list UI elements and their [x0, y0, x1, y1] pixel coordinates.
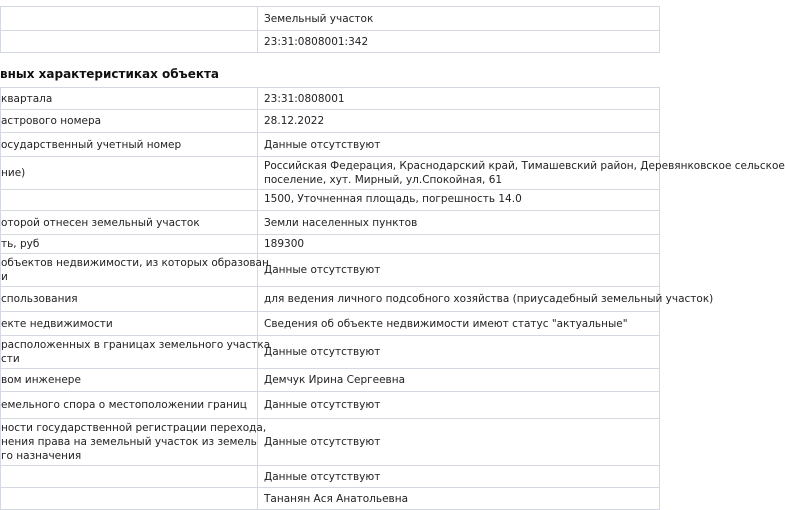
row-label — [1, 190, 258, 211]
row-value-line: Тананян Ася Анатольевна — [264, 492, 409, 505]
row-label-line: емельного спора о местоположении границ — [1, 399, 247, 411]
row-label-line: осударственный учетный номер — [1, 138, 182, 151]
object-summary-table — [0, 6, 660, 53]
row-value — [258, 369, 660, 392]
characteristics-table — [0, 87, 785, 510]
row-value — [258, 157, 785, 190]
row-value-line: Демчук Ирина Сергеевна — [264, 374, 406, 386]
table-row — [1, 488, 660, 510]
row-label — [1, 157, 258, 190]
row-label — [1, 211, 258, 235]
row-value — [258, 488, 660, 510]
row-value — [258, 419, 660, 466]
row-label-line: екте недвижимости — [1, 317, 113, 330]
row-value — [258, 235, 660, 254]
table-row — [1, 7, 660, 31]
row-value-line: 1500, Уточненная площадь, погрешность 14.0 — [264, 193, 522, 205]
object-type-value: Земельный участок — [258, 7, 660, 31]
row-label-line: и — [1, 271, 8, 283]
row-label-line: объектов недвижимости, из которых образован — [1, 257, 269, 269]
cadastral-number-value: 23:31:0808001:342 — [258, 31, 660, 53]
row-label-line: го назначения — [1, 450, 82, 462]
table-row — [1, 190, 660, 211]
table-row — [1, 369, 660, 392]
table-row — [1, 312, 660, 336]
table-row — [1, 392, 660, 419]
row-label — [1, 88, 258, 110]
row-label — [1, 419, 267, 466]
row-label — [1, 312, 258, 336]
row-label-line: квартала — [1, 92, 53, 105]
row-value — [258, 312, 660, 336]
table-row — [1, 466, 660, 488]
row-label-line: ности государственной регистрации перехода, — [1, 422, 267, 434]
row-value-line: Данные отсутствуют — [264, 264, 381, 276]
row-value — [258, 190, 660, 211]
table-row — [1, 110, 660, 133]
row-value-line: для ведения личного подсобного хозяйства (приусадебный земельный участок) — [264, 293, 714, 305]
section-title: вных характеристиках объекта — [0, 67, 220, 81]
row-label — [1, 369, 258, 392]
row-label — [1, 287, 258, 312]
row-value-line: Данные отсутствуют — [264, 470, 381, 483]
row-value — [258, 287, 714, 312]
row-value — [258, 254, 660, 287]
row-value-line: Земли населенных пунктов — [264, 216, 418, 229]
row-label — [1, 466, 258, 488]
table-row — [1, 157, 660, 190]
row-label — [1, 254, 269, 287]
row-label-line: ть, руб — [1, 238, 40, 250]
row-label-line: расположенных в границах земельного участка — [1, 339, 271, 351]
table-row — [1, 133, 660, 157]
row-value-line: Сведения об объекте недвижимости имеют статус "актуальные" — [264, 317, 628, 330]
row-value-line: 189300 — [264, 238, 305, 250]
table-row — [1, 235, 660, 254]
row-value-line: 28.12.2022 — [264, 115, 325, 127]
row-value-line: 23:31:0808001 — [264, 92, 345, 105]
table-row — [1, 211, 660, 235]
table-row — [1, 287, 660, 312]
row-label — [1, 235, 258, 254]
row-value — [258, 392, 660, 419]
row-label — [1, 392, 258, 419]
row-value-line: поселение, хут. Мирный, ул.Спокойная, 61 — [264, 174, 503, 186]
row-label-line: нения права на земельный участок из земель — [1, 436, 257, 448]
row-label-line: астрового номера — [1, 115, 102, 127]
row-label-line: ние) — [1, 167, 26, 179]
row-label — [1, 336, 271, 369]
row-value-line: Российская Федерация, Краснодарский край, Тимашевский район, Деревянковское сельское — [264, 160, 785, 172]
row-value — [258, 110, 660, 133]
row-label-line: вом инженере — [1, 374, 81, 386]
row-value — [258, 336, 660, 369]
row-value-line: Данные отсутствуют — [264, 436, 381, 448]
row-label — [1, 133, 258, 157]
row-value-line: Данные отсутствуют — [264, 399, 381, 411]
table-row — [1, 88, 660, 110]
row-label-line: сти — [1, 353, 20, 365]
row-value-line: Данные отсутствуют — [264, 138, 381, 151]
table-row — [1, 254, 660, 287]
table-row — [1, 31, 660, 53]
row-value — [258, 88, 660, 110]
row-value-line: Данные отсутствуют — [264, 346, 381, 358]
table-row — [1, 419, 660, 466]
row-label-line: оторой отнесен земельный участок — [1, 216, 200, 229]
row-label — [1, 31, 258, 53]
row-value — [258, 466, 660, 488]
row-label — [1, 488, 258, 510]
row-label-line: спользования — [1, 293, 78, 305]
row-value — [258, 133, 660, 157]
table-row — [1, 336, 660, 369]
row-label — [1, 7, 258, 31]
row-value — [258, 211, 660, 235]
row-label — [1, 110, 258, 133]
